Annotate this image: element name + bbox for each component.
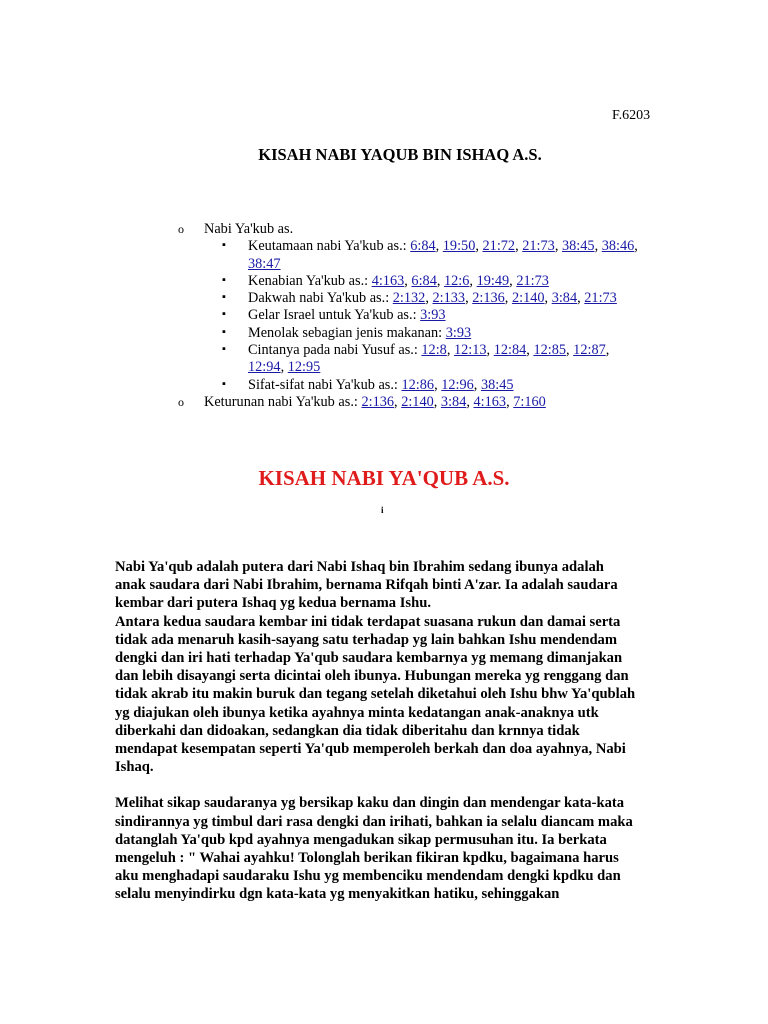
verse-link[interactable]: 4:163 (473, 393, 507, 410)
paragraph (115, 558, 675, 776)
verse-link[interactable]: 12:13 (453, 342, 487, 359)
verse-link[interactable]: 2:140 (401, 393, 434, 410)
verse-link[interactable]: 2:136 (361, 393, 395, 410)
document-title: KISAH NABI YAQUB BIN ISHAQ A.S. (258, 145, 542, 164)
sub-item: ▪ Keutamaan nabi Ya'kub as.: 6:84, 19:50, 21:72, 21:73, 38:45, 38:46, 38:47 (222, 238, 638, 272)
sub-item-label: Cintanya pada nabi Yusuf as.: (248, 342, 422, 359)
verse-link[interactable]: 12:96 (441, 376, 474, 393)
footnote-mark[interactable]: i (381, 505, 384, 515)
story-title: KISAH NABI YA'QUB A.S. (258, 466, 510, 490)
paragraph-line: Nabi Ya'qub adalah putera dari Nabi Ishaq bin Ibrahim sedang ibunya adalah (115, 559, 604, 575)
outline-item: o Keturunan nabi Ya'kub as.: 2:136, 2:140, 3:84, 4:163, 7:160 (178, 393, 546, 410)
square-bullet-icon: ▪ (222, 325, 226, 338)
sub-item: ▪ Dakwah nabi Ya'kub as.: 2:132, 2:133, 2:136, 2:140, 3:84, 21:73 (222, 290, 617, 307)
verse-link[interactable]: 12:94 (248, 359, 281, 376)
verse-link[interactable]: 21:73 (522, 238, 555, 255)
topic-outline (178, 221, 648, 411)
verse-link[interactable]: 3:93 (420, 307, 446, 324)
square-bullet-icon: ▪ (222, 308, 226, 321)
square-bullet-icon: ▪ (222, 273, 226, 286)
sub-item-label: Dakwah nabi Ya'kub as.: (248, 290, 393, 307)
paragraph-line: selalu menyindirku dgn kata-kata yg menyakitkan hatiku, sehinggakan (115, 886, 560, 903)
verse-link[interactable]: 12:84 (493, 342, 527, 359)
sub-item: ▪ Kenabian Ya'kub as.: 4:163, 6:84, 12:6, 19:49, 21:73 (222, 272, 549, 289)
paragraph-line: Melihat sikap saudaranya yg bersikap kaku dan dingin dan mendengar kata-kata (115, 795, 625, 812)
square-bullet-icon: ▪ (222, 377, 226, 390)
circle-bullet-icon: o (178, 394, 184, 409)
paragraph-line: anak saudara dari Nabi Ibrahim, bernama Rifqah binti A'zar. Ia adalah saudara (115, 577, 618, 594)
paragraph-gap (115, 776, 675, 794)
sub-item (222, 307, 638, 324)
paragraph-line: Ishaq. (115, 759, 154, 776)
outline-item-label: Keturunan nabi Ya'kub as.: (204, 393, 362, 410)
sub-item-label: Menolak sebagian jenis makanan: (248, 324, 446, 341)
verse-link[interactable]: 12:8 (421, 342, 447, 359)
document-code: F.6203 (612, 108, 651, 123)
paragraph-line: yg diajukan oleh ibunya ketika ayahnya minta kedatangan anak-anaknya utk (115, 704, 599, 721)
paragraph-line: sindirannya yg timbul dari rasa dengki dan irihati, bahkan ia selalu diancam maka (115, 813, 633, 830)
verse-link[interactable]: 38:45 (480, 376, 514, 393)
paragraph (115, 794, 675, 903)
square-bullet-icon: ▪ (222, 239, 226, 252)
paragraph-line: tidak akrab itu makin buruk dan tegang setelah diketahui oleh Ishu bhw Ya'qublah (115, 686, 636, 703)
sub-item-label: Kenabian Ya'kub as.: (248, 272, 372, 289)
verse-link[interactable]: 21:73 (584, 290, 617, 307)
verse-link[interactable]: 19:50 (442, 238, 476, 255)
verse-link[interactable]: 2:132 (392, 290, 426, 307)
verse-link[interactable]: 3:84 (440, 393, 467, 410)
verse-link[interactable]: 12:86 (401, 376, 435, 393)
circle-bullet-icon: o (178, 222, 184, 236)
sub-item-label: Keutamaan nabi Ya'kub as.: (248, 238, 411, 255)
paragraph-line: tidak ada menaruh kasih-sayang satu terhadap yg lain bahkan Ishu mendendam (115, 631, 618, 648)
sub-item: ▪ Cintanya pada nabi Yusuf as.: 12:8, 12:13, 12:84, 12:85, 12:87, 12:94, 12:95 (222, 342, 610, 376)
verse-link[interactable]: 4:163 (371, 272, 405, 289)
sub-item-label: Sifat-sifat nabi Ya'kub as.: (248, 376, 402, 393)
verse-link[interactable]: 21:73 (516, 272, 549, 289)
verse-link[interactable]: 2:140 (511, 290, 545, 307)
paragraph-line: dan lebih disayangi serta dicintai oleh ibunya. Hubungan mereka yg renggang dan (115, 668, 629, 685)
verse-link[interactable]: 12:87 (573, 342, 606, 359)
sub-item (222, 325, 638, 342)
verse-link[interactable]: 2:133 (432, 290, 466, 307)
sub-item: ▪ Sifat-sifat nabi Ya'kub as.: 12:86, 12:96, 38:45 (222, 376, 514, 393)
square-bullet-icon: ▪ (222, 343, 226, 356)
verse-link[interactable]: 12:6 (444, 272, 470, 289)
verse-link[interactable]: 38:45 (561, 238, 595, 255)
verse-link[interactable]: 38:47 (248, 255, 281, 272)
verse-link[interactable]: 6:84 (410, 238, 436, 255)
verse-link[interactable]: 19:49 (476, 272, 510, 289)
outline-item (178, 221, 648, 238)
paragraph-line: diberkahi dan didoakan, sedangkan dia tidak diberitahu dan krnnya tidak (115, 722, 580, 739)
verse-link[interactable]: 2:136 (472, 290, 505, 307)
outline-item-label: Nabi Ya'kub as. (204, 221, 294, 237)
verse-link[interactable]: 3:84 (551, 290, 578, 307)
paragraph-line: kembar dari putera Ishaq yg kedua bernama Ishu. (115, 595, 431, 612)
paragraph-line: mendapat kesempatan seperti Ya'qub memperoleh berkah dan doa ayahnya, Nabi (115, 741, 626, 758)
verse-link[interactable]: 6:84 (411, 272, 437, 289)
paragraph-line: dengki dan iri hati terhadap Ya'qub saudara kembarnya yg memang dimanjakan (115, 650, 623, 667)
sub-item-label: Gelar Israel untuk Ya'kub as.: (248, 307, 421, 324)
verse-link[interactable]: 38:46 (601, 238, 635, 255)
paragraph-line: aku menghadapi saudaraku Ishu yg membenciku mendendam dengki kpdku dan (115, 868, 621, 885)
paragraph-line: datanglah Ya'qub kpd ayahnya mengadukan sikap permusuhan itu. Ia berkata (115, 831, 607, 848)
paragraph-line: mengeluh : " Wahai ayahku! Tolonglah berikan fikiran kpdku, bagaimana harus (115, 850, 619, 867)
verse-link[interactable]: 21:72 (482, 238, 516, 255)
story-body (115, 558, 675, 904)
paragraph-line: Antara kedua saudara kembar ini tidak terdapat suasana rukun dan damai serta (115, 613, 621, 630)
square-bullet-icon: ▪ (222, 291, 226, 304)
verse-link[interactable]: 7:160 (513, 393, 546, 410)
verse-link[interactable]: 12:95 (287, 359, 321, 376)
verse-link[interactable]: 3:93 (445, 324, 472, 341)
sub-list (178, 238, 648, 394)
verse-link[interactable]: 12:85 (533, 342, 567, 359)
